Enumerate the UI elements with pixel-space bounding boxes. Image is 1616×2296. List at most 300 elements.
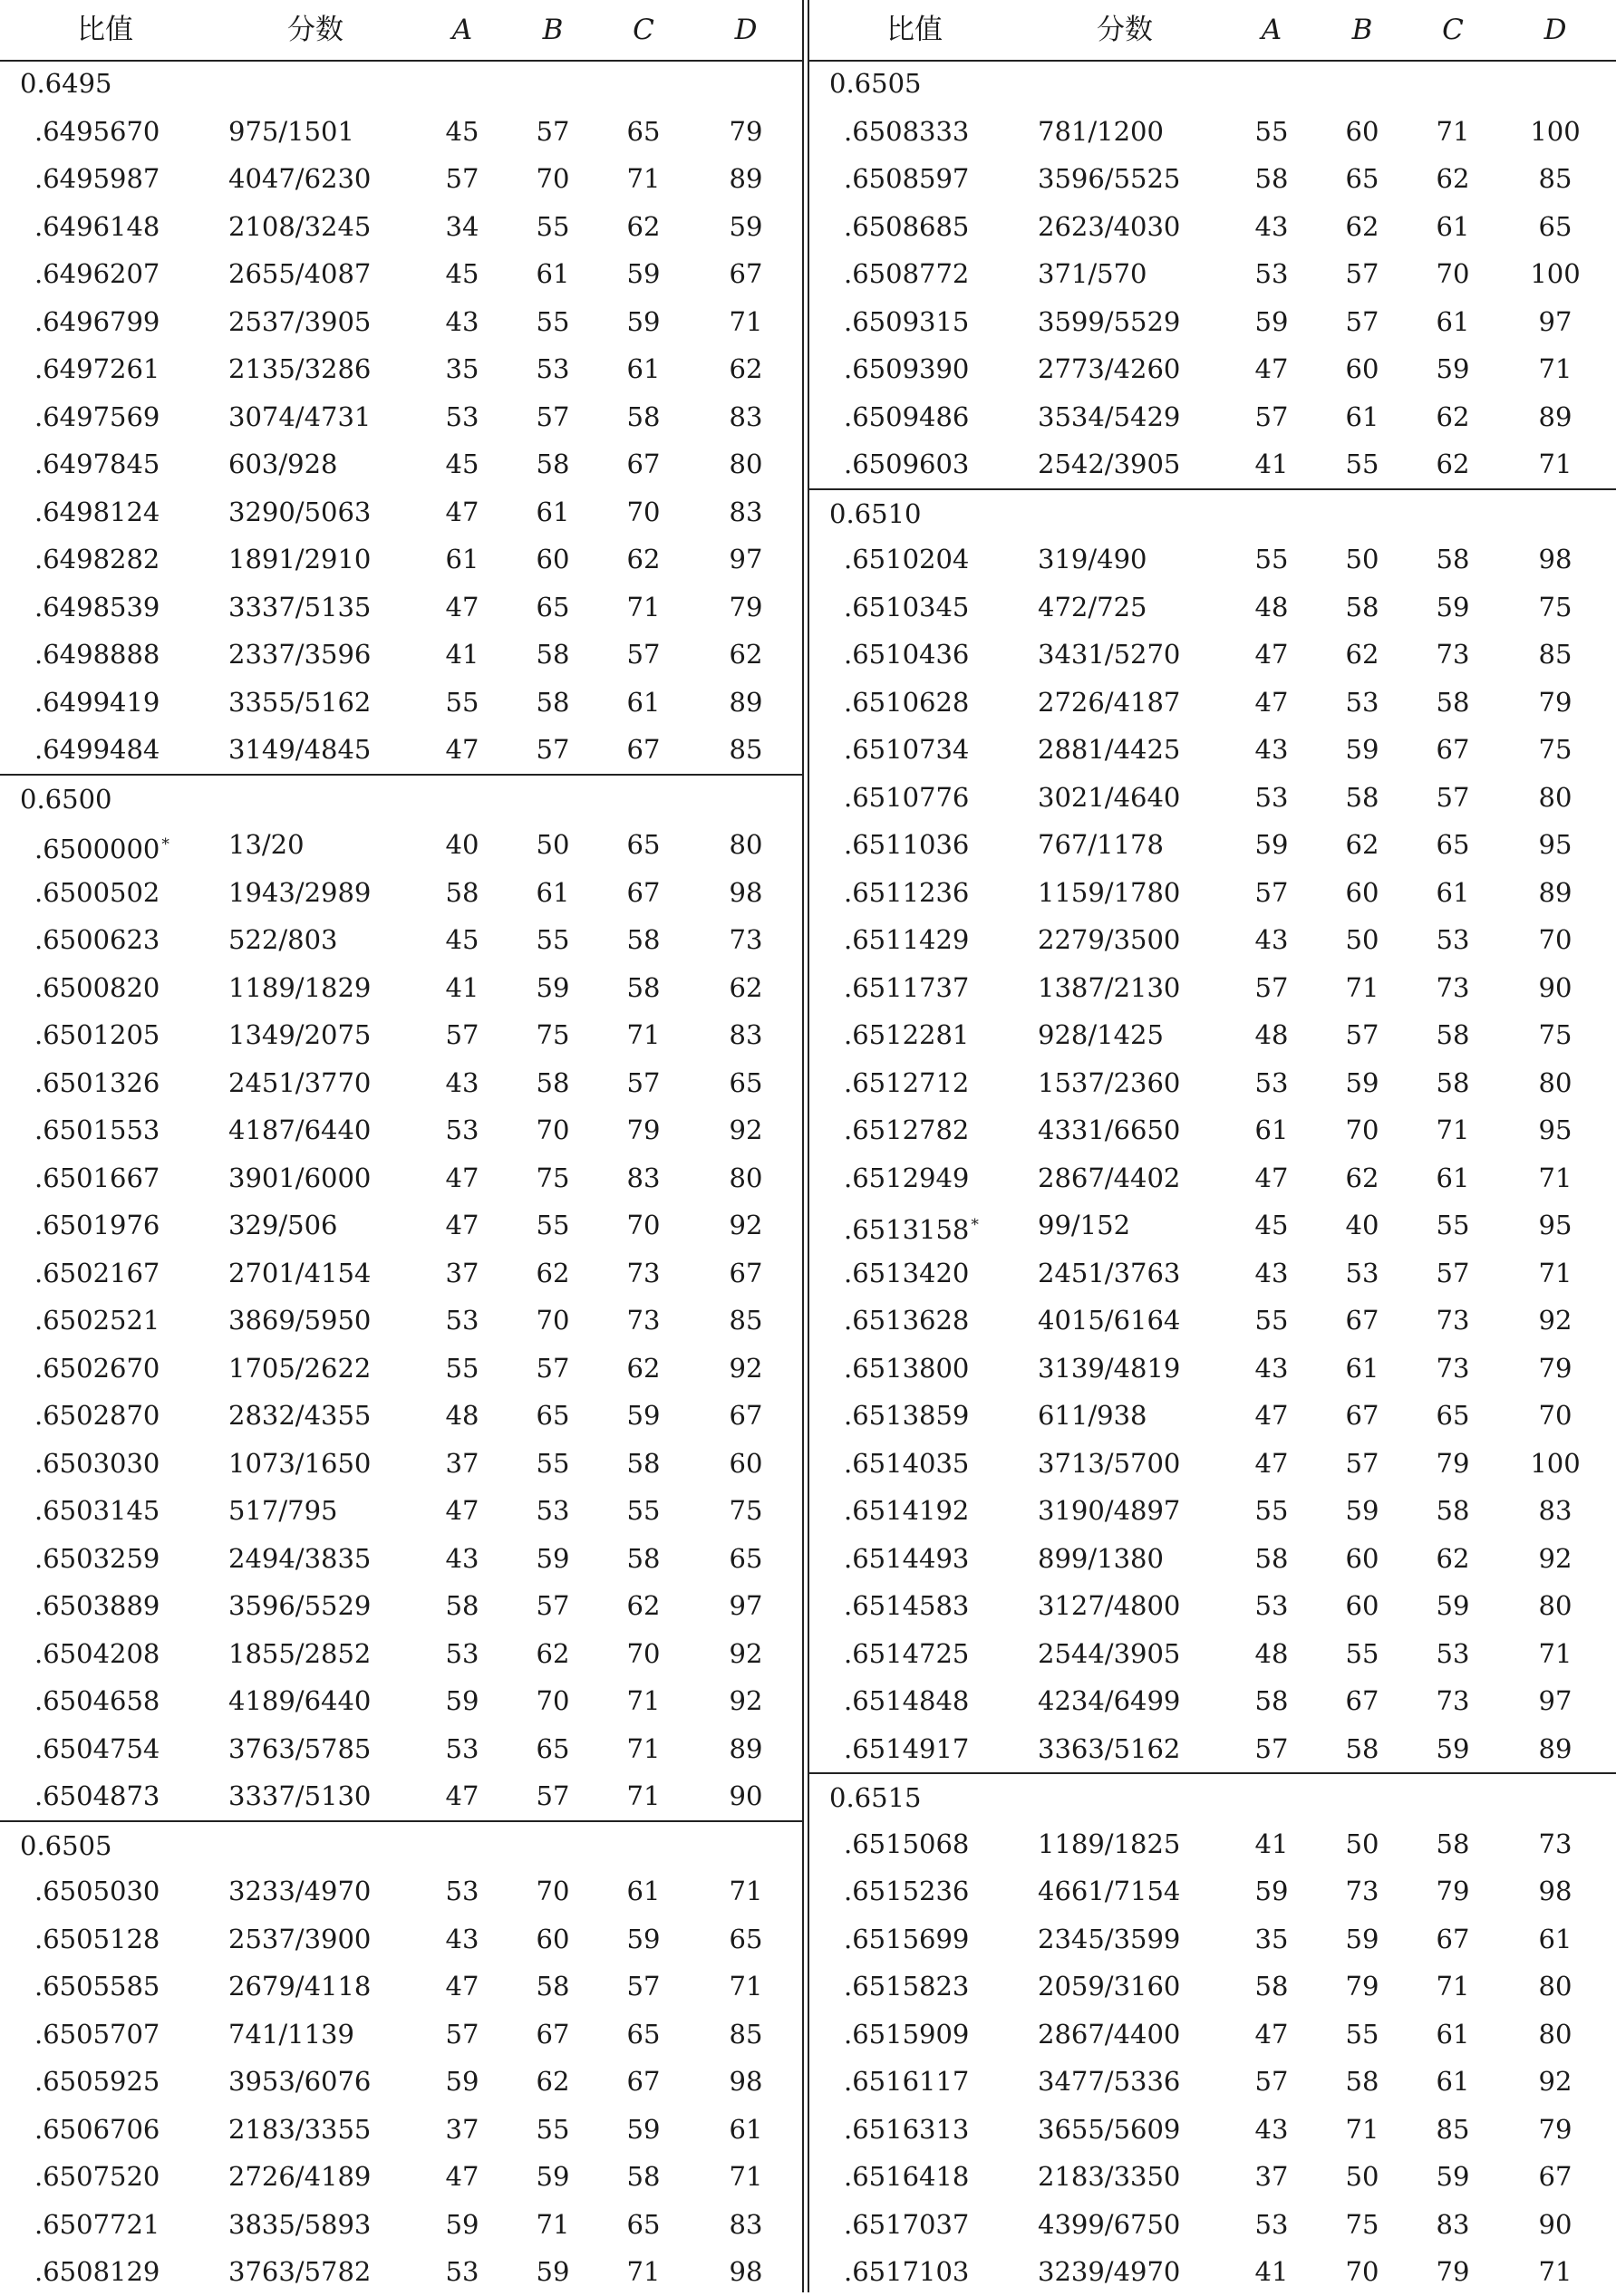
b-cell: 62 xyxy=(1345,639,1379,670)
b-cell: 60 xyxy=(536,1923,570,1954)
table-row xyxy=(0,2106,802,2154)
fraction-cell: 2881/4425 xyxy=(1038,734,1181,765)
table-row xyxy=(809,1535,1616,1583)
fraction-cell: 2537/3905 xyxy=(228,305,372,337)
group-label: 0.6515 xyxy=(829,1782,922,1813)
a-cell: 53 xyxy=(445,400,479,432)
d-cell: 98 xyxy=(729,2256,763,2287)
d-cell: 71 xyxy=(1538,1637,1572,1669)
a-cell: 43 xyxy=(1254,2113,1289,2145)
table-row xyxy=(0,250,802,298)
ratio-value: .6512782 xyxy=(844,1114,970,1145)
fraction-cell: 4189/6440 xyxy=(228,1685,372,1716)
d-cell: 92 xyxy=(729,1685,763,1716)
ratio-value: .6503259 xyxy=(34,1542,160,1574)
fraction-cell: 1073/1650 xyxy=(228,1447,372,1479)
table-row xyxy=(809,1297,1616,1345)
ratio-cell xyxy=(34,964,160,1012)
b-cell: 57 xyxy=(1345,305,1379,337)
ratio-value: .6514725 xyxy=(844,1637,970,1669)
table-row xyxy=(0,964,802,1012)
fraction-cell: 2183/3355 xyxy=(228,2113,372,2145)
ratio-cell xyxy=(34,1677,160,1725)
b-cell: 53 xyxy=(536,353,570,384)
ratio-cell xyxy=(844,250,969,298)
c-cell: 61 xyxy=(626,353,661,384)
fraction-cell: 3477/5336 xyxy=(1038,2066,1181,2097)
c-cell: 61 xyxy=(1436,2018,1470,2050)
a-cell: 58 xyxy=(1254,1685,1289,1716)
a-cell: 57 xyxy=(445,2018,479,2050)
a-cell: 55 xyxy=(445,1352,479,1384)
ratio-cell xyxy=(844,1106,969,1154)
ratio-value: .6498282 xyxy=(34,544,160,574)
fraction-cell: 3233/4970 xyxy=(228,1876,372,1906)
a-cell: 47 xyxy=(445,1780,479,1811)
table-row xyxy=(809,964,1616,1012)
c-cell: 65 xyxy=(626,829,661,860)
ratio-cell xyxy=(34,726,160,774)
a-cell: 45 xyxy=(445,115,479,147)
d-cell: 67 xyxy=(1538,2161,1572,2192)
table-row xyxy=(809,584,1616,632)
table-row xyxy=(0,1297,802,1345)
table-row xyxy=(809,1582,1616,1630)
fraction-cell: 2183/3350 xyxy=(1038,2161,1181,2192)
fraction-cell: 2773/4260 xyxy=(1038,353,1181,384)
table-row xyxy=(809,155,1616,203)
c-cell: 71 xyxy=(1436,115,1470,147)
d-cell: 100 xyxy=(1530,1447,1581,1479)
ratio-cell xyxy=(844,393,969,441)
fraction-cell: 4331/6650 xyxy=(1038,1114,1181,1145)
table-row xyxy=(0,2153,802,2201)
b-cell: 70 xyxy=(1345,2256,1379,2287)
table-row xyxy=(0,1249,802,1298)
table-row xyxy=(809,108,1616,156)
ratio-value: .6507721 xyxy=(34,2208,160,2240)
ratio-value: .6508333 xyxy=(844,115,970,147)
ratio-cell xyxy=(34,1535,160,1583)
d-cell: 79 xyxy=(729,591,763,622)
ratio-cell xyxy=(844,1487,969,1535)
c-cell: 57 xyxy=(1436,781,1470,813)
d-cell: 89 xyxy=(1538,1732,1572,1764)
fraction-cell: 2451/3763 xyxy=(1038,1257,1181,1288)
a-cell: 45 xyxy=(445,258,479,289)
b-cell: 75 xyxy=(1345,2208,1379,2240)
table-row xyxy=(809,1915,1616,1963)
ratio-cell xyxy=(844,1440,969,1488)
table-row xyxy=(809,1963,1616,2011)
fraction-cell: 329/506 xyxy=(228,1210,338,1240)
ratio-value: .6501553 xyxy=(34,1114,160,1145)
a-cell: 53 xyxy=(1254,1066,1289,1098)
a-cell: 47 xyxy=(445,2161,479,2192)
table-row xyxy=(809,726,1616,774)
table-row xyxy=(809,1867,1616,1915)
ratio-value: .6515236 xyxy=(844,1876,970,1906)
header-d: D xyxy=(1543,14,1567,46)
ratio-value: .6500820 xyxy=(34,971,160,1003)
a-cell: 40 xyxy=(445,829,479,860)
ratio-value: .6500502 xyxy=(34,876,160,908)
a-cell: 57 xyxy=(1254,400,1289,432)
a-cell: 45 xyxy=(445,924,479,955)
ratio-value: .6514917 xyxy=(844,1732,970,1764)
b-cell: 59 xyxy=(1345,1066,1379,1098)
d-cell: 71 xyxy=(729,1876,763,1906)
fraction-cell: 3901/6000 xyxy=(228,1162,372,1193)
header-fraction: 分数 xyxy=(1097,14,1153,46)
fraction-cell: 2832/4355 xyxy=(228,1400,372,1431)
c-cell: 73 xyxy=(1436,1305,1470,1336)
d-cell: 89 xyxy=(729,163,763,194)
ratio-cell xyxy=(844,1677,969,1725)
table-row xyxy=(809,1487,1616,1535)
table-row xyxy=(809,535,1616,584)
d-cell: 100 xyxy=(1530,258,1581,289)
b-cell: 55 xyxy=(536,924,570,955)
a-cell: 61 xyxy=(445,544,479,574)
group-label: 0.6495 xyxy=(20,68,112,99)
ratio-cell xyxy=(34,1772,160,1820)
a-cell: 43 xyxy=(1254,924,1289,955)
ratio-cell xyxy=(844,1059,969,1107)
c-cell: 65 xyxy=(626,2018,661,2050)
c-cell: 61 xyxy=(626,1876,661,1906)
a-cell: 35 xyxy=(445,353,479,384)
d-cell: 85 xyxy=(1538,639,1572,670)
d-cell: 65 xyxy=(1538,210,1572,242)
table-row xyxy=(0,1440,802,1488)
ratio-value: .6514035 xyxy=(844,1447,970,1479)
ratio-value: .6496207 xyxy=(34,258,160,289)
c-cell: 62 xyxy=(1436,449,1470,479)
table-row xyxy=(0,1582,802,1630)
ratio-value: .6509486 xyxy=(844,400,970,432)
table-row xyxy=(809,1059,1616,1107)
table-row xyxy=(809,250,1616,298)
ratio-cell xyxy=(34,1297,160,1345)
ratio-value: .6505030 xyxy=(34,1876,160,1906)
b-cell: 62 xyxy=(536,1257,570,1288)
fraction-cell: 517/795 xyxy=(228,1495,338,1526)
b-cell: 59 xyxy=(1345,1495,1379,1526)
a-cell: 43 xyxy=(1254,210,1289,242)
ratio-value: .6510436 xyxy=(844,639,970,670)
d-cell: 98 xyxy=(729,876,763,908)
d-cell: 61 xyxy=(729,2113,763,2145)
b-cell: 58 xyxy=(1345,2066,1379,2097)
table-row xyxy=(809,916,1616,964)
d-cell: 80 xyxy=(729,829,763,860)
header-d: D xyxy=(734,14,758,46)
fraction-cell: 3337/5135 xyxy=(228,591,372,622)
ratio-cell xyxy=(34,631,160,679)
ratio-value: .6498539 xyxy=(34,591,160,622)
d-cell: 90 xyxy=(1538,2208,1572,2240)
c-cell: 73 xyxy=(626,1257,661,1288)
a-cell: 59 xyxy=(1254,829,1289,860)
ratio-cell xyxy=(844,1725,969,1773)
table-row xyxy=(809,1249,1616,1298)
fraction-cell: 3534/5429 xyxy=(1038,400,1181,432)
ratio-value: .6499484 xyxy=(34,734,160,765)
d-cell: 83 xyxy=(729,400,763,432)
table-row xyxy=(0,203,802,251)
d-cell: 65 xyxy=(729,1066,763,1098)
d-cell: 95 xyxy=(1538,829,1572,860)
ratio-value: .6510628 xyxy=(844,686,970,718)
fraction-cell: 2701/4154 xyxy=(228,1257,372,1288)
b-cell: 58 xyxy=(536,449,570,479)
fraction-cell: 2679/4118 xyxy=(228,1971,372,2002)
ratio-cell xyxy=(34,1963,160,2011)
ratio-cell xyxy=(34,203,160,251)
ratio-cell xyxy=(34,2106,160,2154)
a-cell: 47 xyxy=(445,496,479,527)
ratio-value: .6504873 xyxy=(34,1780,160,1811)
b-cell: 61 xyxy=(536,258,570,289)
c-cell: 57 xyxy=(626,1971,661,2002)
b-cell: 60 xyxy=(536,544,570,574)
ratio-value: .6509315 xyxy=(844,305,970,337)
b-cell: 61 xyxy=(536,496,570,527)
d-cell: 71 xyxy=(729,2161,763,2192)
b-cell: 59 xyxy=(536,971,570,1003)
table-row xyxy=(0,631,802,679)
fraction-cell: 1891/2910 xyxy=(228,544,372,574)
d-cell: 73 xyxy=(729,924,763,955)
b-cell: 60 xyxy=(1345,876,1379,908)
b-cell: 71 xyxy=(1345,2113,1379,2145)
fraction-cell: 3239/4970 xyxy=(1038,2256,1181,2287)
a-cell: 41 xyxy=(1254,1828,1289,1859)
ratio-cell xyxy=(844,964,969,1012)
c-cell: 70 xyxy=(626,1210,661,1240)
ratio-value: .6511236 xyxy=(844,876,970,908)
table-row xyxy=(0,1345,802,1393)
b-cell: 57 xyxy=(536,400,570,432)
a-cell: 53 xyxy=(1254,258,1289,289)
c-cell: 62 xyxy=(626,210,661,242)
ratio-value: .6498888 xyxy=(34,639,160,670)
c-cell: 58 xyxy=(1436,1066,1470,1098)
table-row xyxy=(0,393,802,441)
a-cell: 41 xyxy=(1254,2256,1289,2287)
d-cell: 80 xyxy=(729,1162,763,1193)
group-header xyxy=(809,1772,1616,1822)
c-cell: 70 xyxy=(626,1637,661,1669)
fraction-cell: 2544/3905 xyxy=(1038,1637,1181,1669)
a-cell: 47 xyxy=(445,1162,479,1193)
d-cell: 75 xyxy=(1538,734,1572,765)
a-cell: 45 xyxy=(445,449,479,479)
d-cell: 71 xyxy=(1538,353,1572,384)
table-row xyxy=(0,1154,802,1202)
table-row xyxy=(0,1535,802,1583)
a-cell: 59 xyxy=(1254,305,1289,337)
a-cell: 57 xyxy=(1254,876,1289,908)
c-cell: 73 xyxy=(626,1305,661,1336)
a-cell: 43 xyxy=(445,1923,479,1954)
ratio-value: .6514192 xyxy=(844,1495,970,1526)
b-cell: 60 xyxy=(1345,1542,1379,1574)
fraction-cell: 3655/5609 xyxy=(1038,2113,1181,2145)
b-cell: 58 xyxy=(536,1971,570,2002)
c-cell: 57 xyxy=(626,1066,661,1098)
ratio-value: .6514583 xyxy=(844,1590,970,1621)
c-cell: 62 xyxy=(1436,400,1470,432)
d-cell: 98 xyxy=(1538,544,1572,574)
a-cell: 37 xyxy=(445,1257,479,1288)
d-cell: 59 xyxy=(729,210,763,242)
b-cell: 61 xyxy=(1345,1352,1379,1384)
b-cell: 65 xyxy=(536,1400,570,1431)
c-cell: 62 xyxy=(626,1590,661,1621)
b-cell: 58 xyxy=(536,1066,570,1098)
c-cell: 62 xyxy=(626,544,661,574)
d-cell: 61 xyxy=(1538,1923,1572,1954)
group-header xyxy=(0,1820,802,1870)
table-row xyxy=(809,1630,1616,1678)
d-cell: 71 xyxy=(1538,449,1572,479)
ratio-cell xyxy=(844,2058,969,2106)
c-cell: 59 xyxy=(1436,1590,1470,1621)
fraction-cell: 767/1178 xyxy=(1038,829,1164,860)
ratio-cell xyxy=(844,1820,969,1868)
d-cell: 79 xyxy=(1538,686,1572,718)
a-cell: 58 xyxy=(1254,163,1289,194)
c-cell: 83 xyxy=(1436,2208,1470,2240)
b-cell: 67 xyxy=(1345,1400,1379,1431)
d-cell: 71 xyxy=(1538,1257,1572,1288)
fraction-cell: 2867/4402 xyxy=(1038,1162,1181,1193)
ratio-value: .6495987 xyxy=(34,163,160,194)
a-cell: 53 xyxy=(1254,781,1289,813)
d-cell: 85 xyxy=(1538,163,1572,194)
fraction-cell: 2494/3835 xyxy=(228,1542,372,1574)
fraction-cell: 1387/2130 xyxy=(1038,971,1181,1003)
fraction-cell: 3337/5130 xyxy=(228,1780,372,1811)
group-label: 0.6505 xyxy=(20,1829,112,1861)
d-cell: 80 xyxy=(1538,2018,1572,2050)
fraction-cell: 611/938 xyxy=(1038,1400,1147,1431)
b-cell: 65 xyxy=(536,1732,570,1764)
group-label: 0.6510 xyxy=(829,497,922,529)
header-a: A xyxy=(1261,14,1282,46)
ratio-cell xyxy=(844,679,969,727)
ratio-cell xyxy=(34,679,160,727)
table-row xyxy=(809,1201,1616,1249)
ratio-cell xyxy=(34,393,160,441)
c-cell: 71 xyxy=(626,2256,661,2287)
b-cell: 75 xyxy=(536,1162,570,1193)
ratio-cell xyxy=(844,1249,969,1298)
fraction-cell: 3021/4640 xyxy=(1038,781,1181,813)
b-cell: 62 xyxy=(536,2066,570,2097)
ratio-value: .6515823 xyxy=(844,1971,970,2002)
c-cell: 83 xyxy=(626,1162,661,1193)
ratio-cell xyxy=(844,203,969,251)
c-cell: 59 xyxy=(626,1400,661,1431)
c-cell: 58 xyxy=(626,1542,661,1574)
ratio-cell xyxy=(844,108,969,156)
fraction-cell: 928/1425 xyxy=(1038,1019,1164,1050)
a-cell: 48 xyxy=(1254,1019,1289,1050)
ratio-value: .6505585 xyxy=(34,1971,160,2002)
ratio-cell xyxy=(34,2248,160,2296)
b-cell: 58 xyxy=(1345,781,1379,813)
c-cell: 55 xyxy=(626,1495,661,1526)
table-row xyxy=(0,298,802,346)
fraction-cell: 1855/2852 xyxy=(228,1637,372,1669)
ratio-value: .6509603 xyxy=(844,449,970,479)
a-cell: 59 xyxy=(445,2208,479,2240)
ratio-value: .6500623 xyxy=(34,924,160,955)
table-row xyxy=(809,393,1616,441)
a-cell: 58 xyxy=(445,876,479,908)
a-cell: 58 xyxy=(1254,1542,1289,1574)
fraction-cell: 2537/3900 xyxy=(228,1923,372,1954)
ratio-cell xyxy=(34,298,160,346)
ratio-cell xyxy=(844,2106,969,2154)
table-row xyxy=(809,2106,1616,2154)
a-cell: 47 xyxy=(445,734,479,765)
d-cell: 92 xyxy=(729,1637,763,1669)
a-cell: 41 xyxy=(445,639,479,670)
table-row xyxy=(0,1059,802,1107)
fraction-cell: 1159/1780 xyxy=(1038,876,1181,908)
ratio-cell xyxy=(34,2201,160,2249)
d-cell: 80 xyxy=(1538,781,1572,813)
a-cell: 47 xyxy=(445,1210,479,1240)
fraction-cell: 2135/3286 xyxy=(228,353,372,384)
d-cell: 100 xyxy=(1530,115,1581,147)
b-cell: 65 xyxy=(536,591,570,622)
b-cell: 70 xyxy=(536,1876,570,1906)
ratio-cell xyxy=(34,869,160,917)
ratio-value: .6516117 xyxy=(844,2066,970,2097)
table-row xyxy=(809,203,1616,251)
c-cell: 67 xyxy=(626,876,661,908)
c-cell: 58 xyxy=(626,1447,661,1479)
ratio-cell xyxy=(844,345,969,393)
b-cell: 70 xyxy=(536,1685,570,1716)
table-row xyxy=(0,2201,802,2249)
d-cell: 67 xyxy=(729,258,763,289)
a-cell: 47 xyxy=(1254,1162,1289,1193)
ratio-value: .6511036 xyxy=(844,829,970,860)
b-cell: 57 xyxy=(1345,258,1379,289)
c-cell: 73 xyxy=(1436,971,1470,1003)
ratio-cell xyxy=(34,1725,160,1773)
ratio-cell xyxy=(844,1201,979,1249)
table-row xyxy=(0,1867,802,1915)
a-cell: 58 xyxy=(445,1590,479,1621)
d-cell: 70 xyxy=(1538,924,1572,955)
table-row xyxy=(809,1011,1616,1059)
b-cell: 57 xyxy=(536,734,570,765)
table-row xyxy=(809,2011,1616,2059)
a-cell: 53 xyxy=(445,2256,479,2287)
fraction-cell: 99/152 xyxy=(1038,1210,1131,1240)
c-cell: 67 xyxy=(1436,1923,1470,1954)
ratio-cell xyxy=(34,2058,160,2106)
header-fraction: 分数 xyxy=(287,14,344,46)
table-row xyxy=(809,1440,1616,1488)
